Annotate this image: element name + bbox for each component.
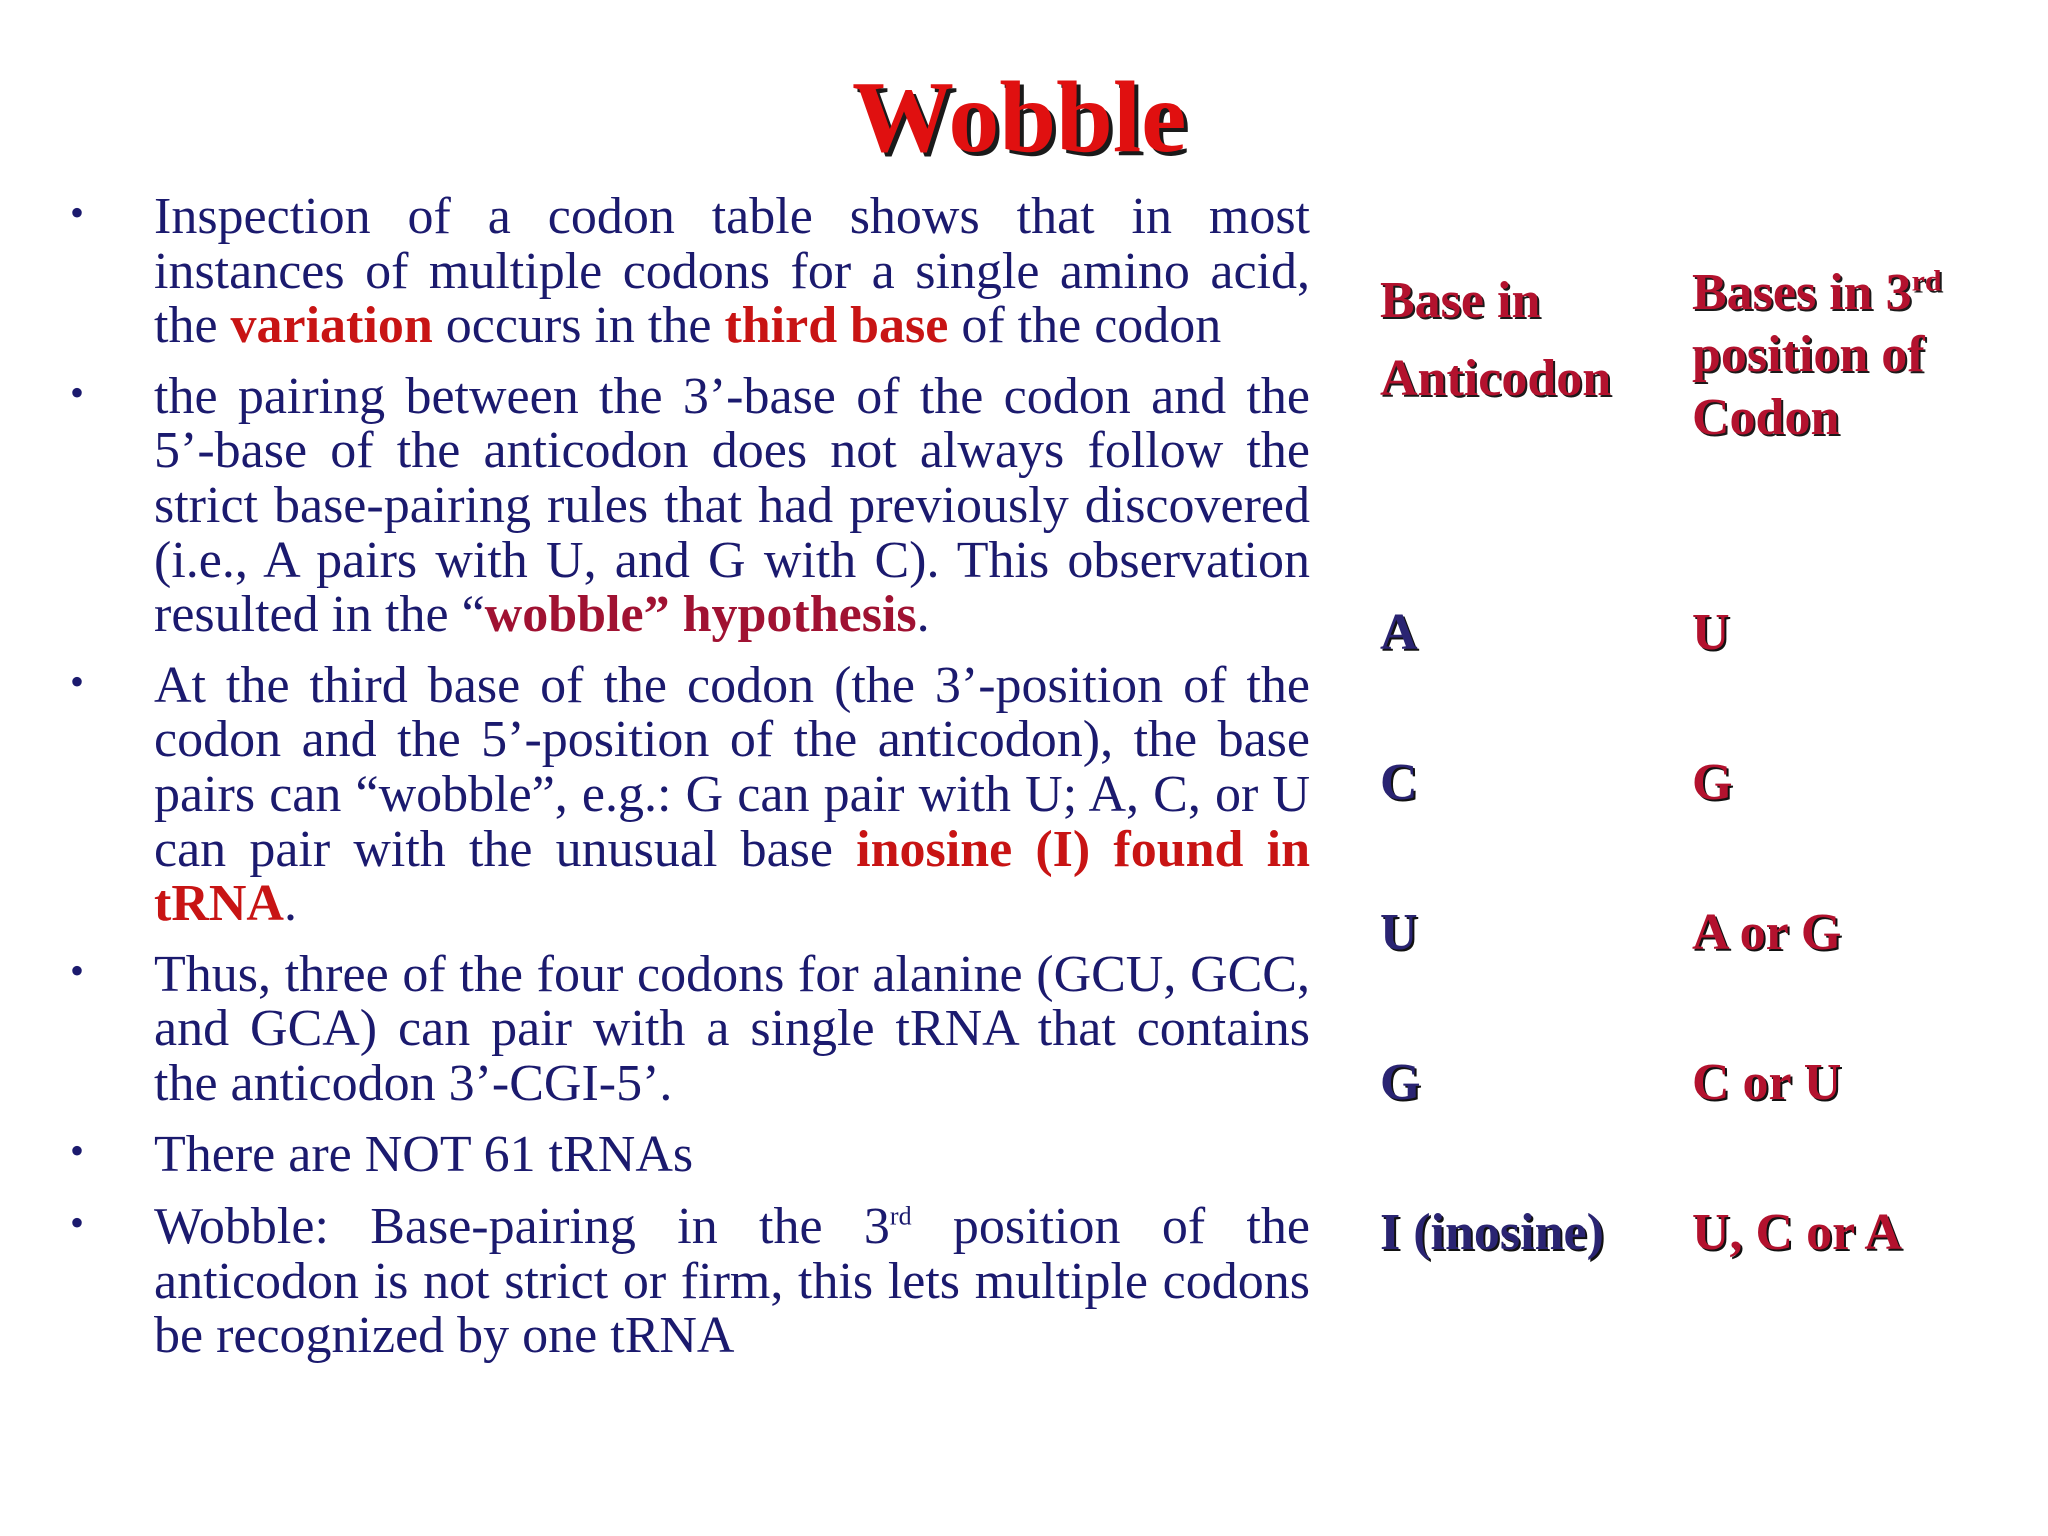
table-cell-codon: U [1692, 604, 1730, 661]
table-cell-anticodon: G [1380, 1054, 1421, 1111]
bullet-6-text-a: Wobble: Base-pairing in the 3 [154, 1198, 890, 1256]
table-header-codon-line2: position of [1692, 326, 1925, 384]
bullet-dot-icon: • [70, 658, 85, 704]
table-header-codon-line3: Codon [1692, 388, 1840, 446]
bullet-item-6 [70, 1200, 1310, 1364]
wobble-pairing-table [1380, 262, 2020, 1302]
bullet-1-text-a: Inspection of a codon table shows that in most instances of multiple codons for a single amino acid, the [154, 188, 1310, 355]
bullet-3-highlight-inosine: inosine (I) found in tRNA [154, 820, 1310, 933]
bullet-dot-icon: • [70, 369, 85, 415]
bullet-3-text-b: . [283, 875, 297, 933]
table-cell-codon: G [1692, 754, 1733, 811]
table-cell-codon: C or U [1692, 1054, 1842, 1111]
table-cell-codon: A or G [1692, 904, 1842, 961]
table-cell-anticodon: C [1380, 754, 1418, 811]
bullet-1-text-b: occurs in the [432, 297, 725, 355]
bullet-1-highlight-third-base: third base [724, 297, 949, 355]
bullet-1-highlight-variation: variation [230, 297, 433, 355]
bullet-2-highlight-wobble-hypothesis: wobble” hypothesis [484, 586, 917, 644]
table-cell-anticodon: A [1380, 604, 1418, 661]
bullet-dot-icon: • [70, 190, 85, 235]
bullet-6-superscript: rd [889, 1201, 912, 1231]
table-cell-anticodon: I (inosine) [1380, 1204, 1604, 1261]
table-header-codon-superscript: rd [1911, 264, 1942, 298]
bullet-dot-icon: • [70, 947, 85, 993]
bullet-list [70, 190, 1310, 1380]
table-header-codon [1692, 262, 2022, 449]
slide-title: Wobble [852, 61, 1187, 174]
bullet-dot-icon: • [70, 1200, 85, 1246]
bullet-item-1 [70, 190, 1310, 354]
table-cell-anticodon: U [1380, 904, 1418, 961]
bullet-4-text: Thus, three of the four codons for alanine (GCU, GCC, and GCA) can pair with a single tRNA that contains the anticodon 3’-CGI-5’. [154, 945, 1310, 1112]
table-header-anticodon-line2: Anticodon [1380, 350, 1612, 407]
bullet-item-2 [70, 367, 1310, 644]
bullet-item-5 [70, 1125, 1310, 1183]
bullet-dot-icon: • [70, 1127, 85, 1173]
table-cell-codon: U, C or A [1692, 1204, 1902, 1261]
bullet-item-4 [70, 945, 1310, 1112]
table-header-anticodon [1380, 262, 1680, 418]
bullet-1-text-c: of the codon [948, 297, 1222, 355]
table-header-anticodon-line1: Base in [1380, 272, 1541, 329]
bullet-2-text-a: the pairing between the 3’-base of the codon and the 5’-base of the anticodon does not always follow the strict base-pairing rules that had previously discovered (i.e., A pairs with U, and G with C). This observation resulted in the “ [154, 367, 1310, 644]
bullet-3-text-a: At the third base of the codon (the 3’-position of the codon and the 5’-position of the anticodon), the base pairs can “wobble”, e.g.: G can pair with U; A, C, or U can pair with the unusual base [154, 656, 1310, 878]
table-header-codon-line1 [1692, 262, 2022, 324]
bullet-item-3 [70, 656, 1310, 933]
table-header-codon-line1-text: Bases in 3 [1692, 264, 1912, 321]
bullet-6-text-b: position of the anticodon is not strict or firm, this lets multiple codons be recognized by one tRNA [154, 1198, 1311, 1365]
bullet-2-text-b: . [916, 586, 930, 644]
bullet-5-text: There are NOT 61 tRNAs [154, 1125, 694, 1183]
